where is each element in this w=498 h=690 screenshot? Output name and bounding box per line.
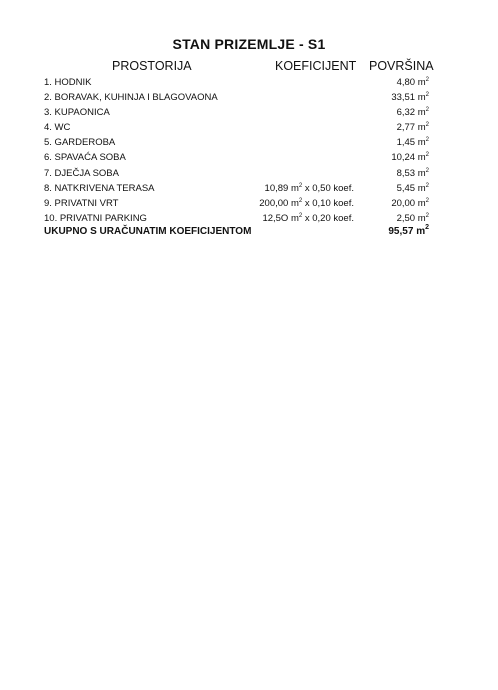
room-name: 9. PRIVATNI VRT: [44, 197, 119, 209]
table-row: [44, 181, 429, 196]
room-area: 2,77 $m^2$: [396, 122, 429, 134]
room-name: 4. WC: [44, 122, 71, 134]
room-area: 8,53 $m^2$: [396, 167, 429, 179]
page-title: STAN PRIZEMLJE - S1: [172, 36, 326, 52]
total-area: 95,57 $m^2$: [388, 224, 429, 237]
total-row: [44, 225, 429, 241]
room-area: 1,45 $m^2$: [396, 137, 429, 149]
column-header-area: POVRŠINA: [369, 59, 434, 73]
room-name: 10. PRIVATNI PARKING: [44, 212, 147, 224]
total-label: UKUPNO S URAČUNATIM KOEFICIJENTOM: [44, 226, 252, 237]
room-name: 5. GARDEROBA: [44, 137, 116, 149]
column-header-coefficient: KOEFICIJENT: [275, 59, 357, 73]
room-name: 7. DJEČJA SOBA: [44, 167, 119, 179]
table-row: [44, 75, 429, 90]
room-area: 4,80 $m^2$: [396, 77, 429, 88]
room-coefficient: 12,5O $m^2$ x 0,20 koef.: [262, 212, 354, 224]
room-coefficient: 10,89 $m^2$ x 0,50 koef.: [264, 182, 354, 194]
table-row: [44, 166, 429, 181]
table-row: [44, 120, 429, 135]
room-coefficient: 200,00 $m^2$ x 0,10 koef.: [259, 197, 354, 209]
table-row: [44, 90, 429, 105]
room-area: 10,24 $m^2$: [391, 152, 429, 164]
table-row: [44, 150, 429, 165]
table-row: [44, 135, 429, 150]
table-row: [44, 105, 429, 120]
rooms-table: [44, 75, 429, 226]
column-header-room: PROSTORIJA: [112, 59, 192, 73]
room-area: 5,45 $m^2$: [396, 182, 429, 194]
room-area: 33,51 $m^2$: [391, 92, 429, 104]
room-area: 6,32 $m^2$: [396, 107, 429, 119]
room-name: 3. KUPAONICA: [44, 107, 110, 119]
room-name: 1. HODNIK: [44, 77, 92, 88]
table-row: [44, 196, 429, 211]
table-row: [44, 211, 429, 226]
room-area: 20,00 $m^2$: [391, 197, 429, 209]
room-name: 2. BORAVAK, KUHINJA I BLAGOVAONA: [44, 92, 218, 104]
room-name: 6. SPAVAĆA SOBA: [44, 152, 126, 164]
room-area: 2,50 $m^2$: [396, 212, 429, 224]
room-name: 8. NATKRIVENA TERASA: [44, 182, 155, 194]
